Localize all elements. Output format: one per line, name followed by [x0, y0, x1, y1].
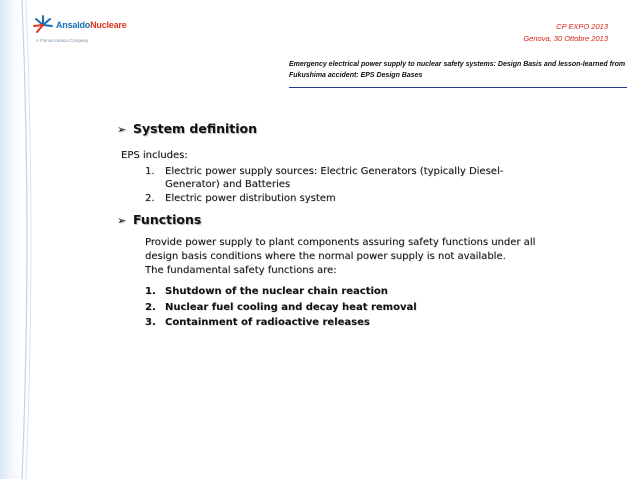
list-item: 1. Electric power supply sources: Electric Generators (typically Diesel-: [145, 166, 504, 177]
list-item: 2. Electric power distribution system: [145, 193, 336, 204]
paragraph-line: design basis conditions where the normal power supply is not available.: [145, 251, 506, 262]
paragraph-line: The fundamental safety functions are:: [145, 265, 337, 276]
section-heading-system-definition: ➢ System definition: [117, 121, 258, 136]
logo-tagline: A Finmeccanica Company: [36, 38, 89, 43]
list-item-continuation: Generator) and Batteries: [165, 179, 291, 190]
logo-mark-icon: [32, 14, 54, 36]
logo-wordmark: AnsaldoNucleare: [56, 20, 127, 30]
arrow-bullet-icon: ➢: [117, 123, 127, 136]
presentation-title: Emergency electrical power supply to nuclear safety systems: Design Basis and lesson-learned from Fukushima accident: EPS Design Bases: [289, 61, 626, 79]
company-logo: [30, 12, 127, 48]
section-intro: EPS includes:: [121, 150, 188, 161]
list-item: 3. Containment of radioactive releases: [145, 317, 370, 328]
event-info: [523, 21, 608, 45]
paragraph-line: Provide power supply to plant components assuring safety functions under all: [145, 237, 536, 248]
list-item: 1. Shutdown of the nuclear chain reaction: [145, 286, 388, 297]
event-name: CP EXPO 2013: [556, 22, 608, 31]
list-item: 2. Nuclear fuel cooling and decay heat removal: [145, 302, 417, 313]
event-place-date: Genova, 30 Ottobre 2013: [523, 34, 608, 43]
arrow-bullet-icon: ➢: [117, 214, 127, 227]
decorative-curve: [0, 0, 130, 479]
section-heading-functions: ➢ Functions: [117, 212, 202, 227]
header-divider: [289, 87, 627, 88]
